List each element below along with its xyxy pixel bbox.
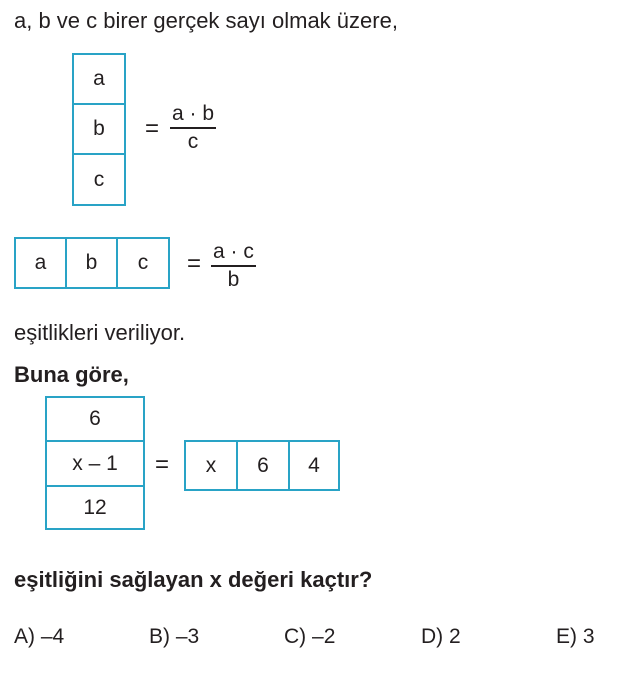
option-label: A) bbox=[14, 625, 35, 648]
option-e[interactable] bbox=[556, 624, 595, 650]
horizontal-def-cell-right: c bbox=[116, 237, 170, 289]
option-d[interactable] bbox=[421, 624, 461, 650]
option-value: 2 bbox=[449, 625, 461, 648]
option-value: 3 bbox=[582, 625, 595, 648]
vertical-def-cell-top: a bbox=[72, 53, 126, 105]
horizontal-def-fraction bbox=[211, 240, 256, 292]
option-label: B) bbox=[149, 625, 170, 648]
problem-horizontal-cell-right: 4 bbox=[288, 440, 340, 491]
horizontal-def-denominator: b bbox=[227, 268, 240, 291]
vertical-def-cell-bottom: c bbox=[72, 153, 126, 206]
problem-equals: = bbox=[155, 451, 170, 478]
horizontal-def-cell-left: a bbox=[14, 237, 67, 289]
option-value: –3 bbox=[175, 625, 200, 648]
vertical-def-fraction bbox=[170, 102, 216, 154]
option-a[interactable] bbox=[14, 624, 64, 650]
horizontal-def-equals: = bbox=[187, 250, 202, 277]
fraction-bar bbox=[211, 265, 256, 267]
option-label: D) bbox=[421, 625, 444, 648]
vertical-def-denominator: c bbox=[187, 130, 199, 153]
option-value: –4 bbox=[40, 625, 65, 648]
fraction-bar bbox=[170, 127, 216, 129]
problem-vertical-cell-bottom: 12 bbox=[45, 485, 145, 530]
option-c[interactable] bbox=[284, 624, 335, 650]
option-label: E) bbox=[556, 625, 577, 648]
vertical-def-cell-middle: b bbox=[72, 103, 126, 155]
horizontal-def-numerator: a · c bbox=[213, 240, 254, 263]
problem-horizontal-cell-left: x bbox=[184, 440, 238, 491]
given-text: eşitlikleri veriliyor. bbox=[14, 320, 186, 345]
problem-vertical-cell-top: 6 bbox=[45, 396, 145, 442]
vertical-def-equals: = bbox=[145, 115, 160, 142]
option-value: –2 bbox=[312, 625, 336, 648]
intro-text: a, b ve c birer gerçek sayı olmak üzere, bbox=[14, 8, 398, 33]
problem-vertical-cell-middle: x – 1 bbox=[45, 440, 145, 487]
problem-horizontal-cell-middle: 6 bbox=[236, 440, 290, 491]
vertical-def-numerator: a · b bbox=[172, 102, 215, 125]
option-label: C) bbox=[284, 625, 307, 648]
prompt-text: Buna göre, bbox=[14, 362, 129, 387]
horizontal-def-cell-middle: b bbox=[65, 237, 118, 289]
question-text: eşitliğini sağlayan x değeri kaçtır? bbox=[14, 567, 373, 592]
option-b[interactable] bbox=[149, 624, 199, 650]
